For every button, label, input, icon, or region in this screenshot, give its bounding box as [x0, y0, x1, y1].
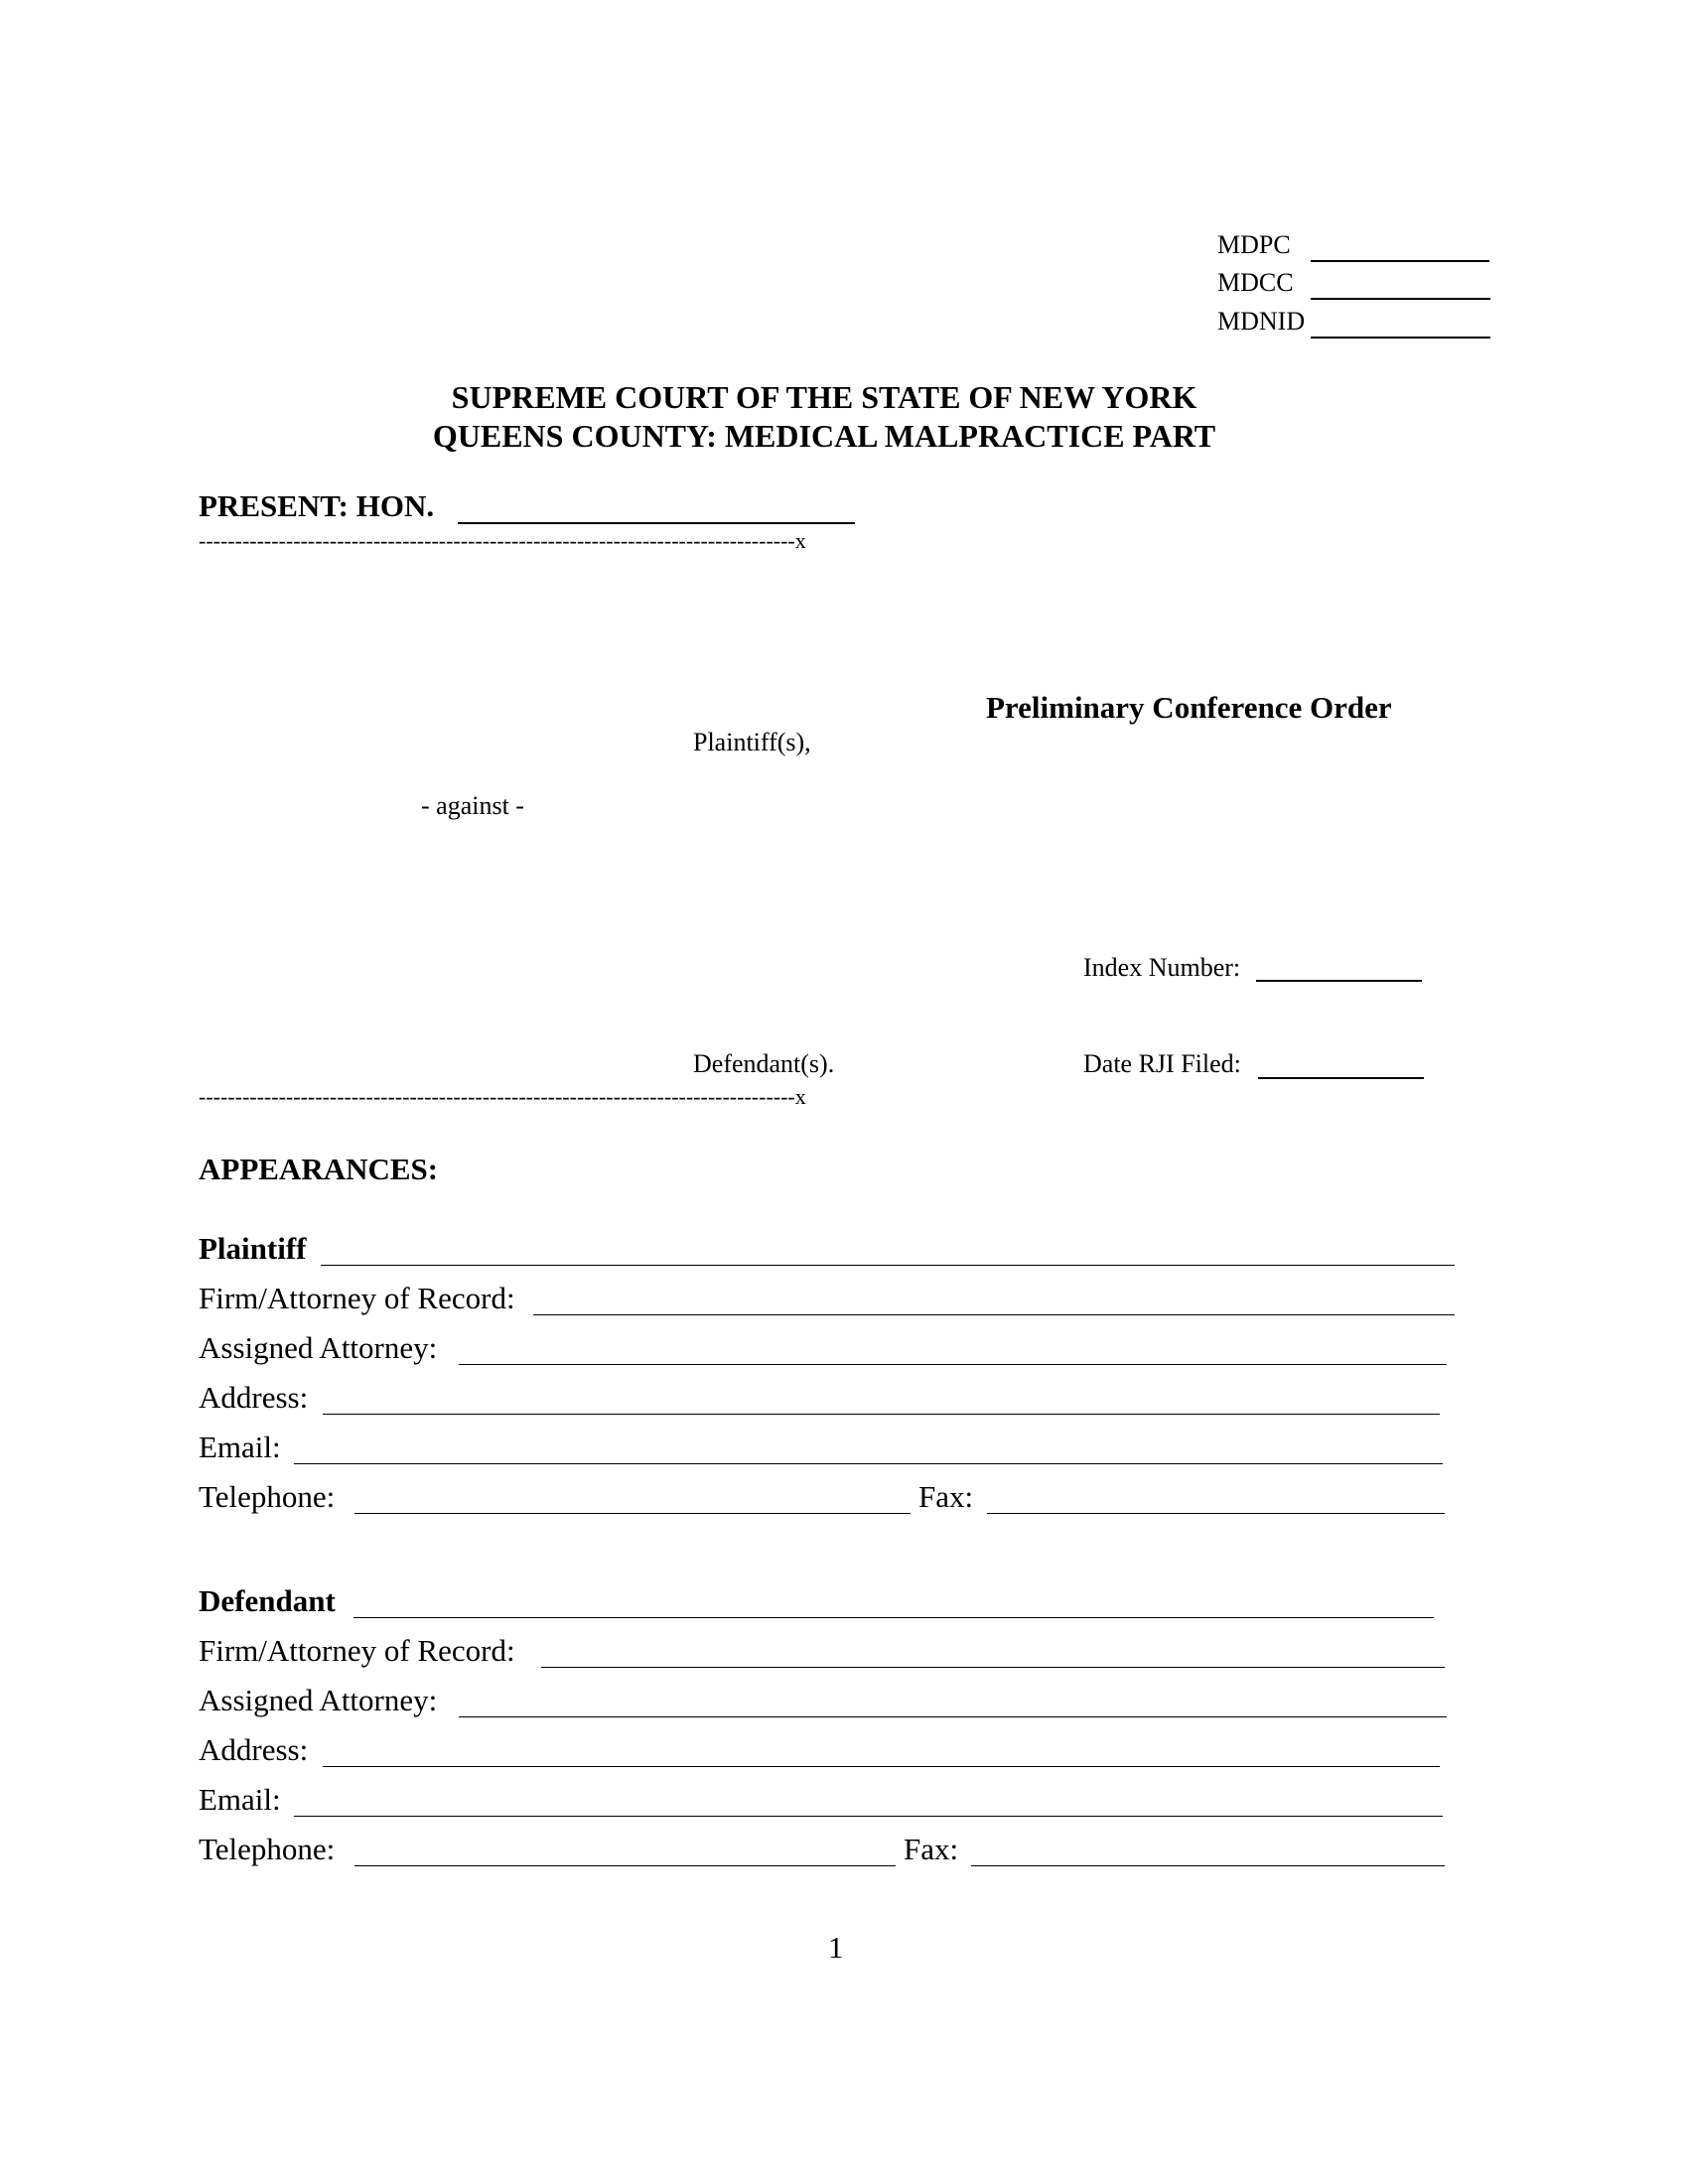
plaintiff-telephone-field[interactable] [354, 1513, 911, 1514]
defendant-address-field[interactable] [323, 1766, 1440, 1767]
defendant-telephone-label: Telephone: [199, 1832, 336, 1866]
code-label-mdcc: MDCC [1217, 268, 1294, 297]
plaintiff-email-label: Email: [199, 1430, 281, 1464]
appearances-heading: APPEARANCES: [199, 1152, 439, 1186]
judge-name-field[interactable] [458, 522, 855, 524]
plaintiff-fax-label: Fax: [918, 1479, 974, 1514]
date-rji-field[interactable] [1258, 1077, 1424, 1079]
against-label: - against - [421, 791, 524, 820]
plaintiff-name-field[interactable] [321, 1265, 1455, 1266]
defendant-telephone-field[interactable] [354, 1865, 896, 1866]
plaintiff-assigned-field[interactable] [459, 1364, 1447, 1365]
defendant-heading: Defendant [199, 1583, 336, 1618]
plaintiff-email-field[interactable] [294, 1463, 1443, 1464]
plaintiff-address-label: Address: [199, 1380, 309, 1415]
court-name: SUPREME COURT OF THE STATE OF NEW YORK [451, 379, 1197, 415]
defendant-address-label: Address: [199, 1732, 309, 1767]
order-title: Preliminary Conference Order [986, 690, 1392, 725]
present-label: PRESENT: HON. [199, 488, 435, 523]
defendant-fax-label: Fax: [904, 1832, 959, 1866]
caption-separator-top: ----------------------------------------------------------------------------------x [199, 528, 806, 553]
defendant-firm-field[interactable] [541, 1667, 1445, 1668]
code-label-mdpc: MDPC [1217, 230, 1291, 259]
defendant-email-field[interactable] [294, 1816, 1443, 1817]
defendant-fax-field[interactable] [971, 1865, 1445, 1866]
plaintiff-telephone-label: Telephone: [199, 1479, 336, 1514]
caption-separator-bottom: ----------------------------------------------------------------------------------x [199, 1084, 806, 1109]
plaintiff-address-field[interactable] [323, 1414, 1440, 1415]
defendant-assigned-field[interactable] [459, 1716, 1447, 1717]
defendant-assigned-label: Assigned Attorney: [199, 1683, 438, 1717]
plaintiff-firm-label: Firm/Attorney of Record: [199, 1281, 515, 1315]
plaintiff-heading: Plaintiff [199, 1231, 307, 1266]
date-rji-label: Date RJI Filed: [1083, 1049, 1241, 1078]
plaintiff-fax-field[interactable] [987, 1513, 1445, 1514]
index-number-field[interactable] [1256, 980, 1422, 982]
defendant-email-label: Email: [199, 1782, 281, 1817]
court-part: QUEENS COUNTY: MEDICAL MALPRACTICE PART [432, 418, 1216, 454]
index-number-label: Index Number: [1083, 953, 1241, 982]
plaintiffs-label: Plaintiff(s), [693, 728, 811, 756]
plaintiff-firm-field[interactable] [533, 1314, 1455, 1315]
plaintiff-assigned-label: Assigned Attorney: [199, 1330, 438, 1365]
code-label-mdnid: MDNID [1217, 307, 1306, 336]
mdpc-field[interactable] [1311, 260, 1489, 262]
page-number: 1 [828, 1930, 844, 1965]
mdnid-field[interactable] [1311, 337, 1490, 339]
defendants-label: Defendant(s). [693, 1049, 835, 1078]
defendant-firm-label: Firm/Attorney of Record: [199, 1633, 515, 1668]
mdcc-field[interactable] [1311, 298, 1490, 300]
defendant-name-field[interactable] [353, 1617, 1434, 1618]
